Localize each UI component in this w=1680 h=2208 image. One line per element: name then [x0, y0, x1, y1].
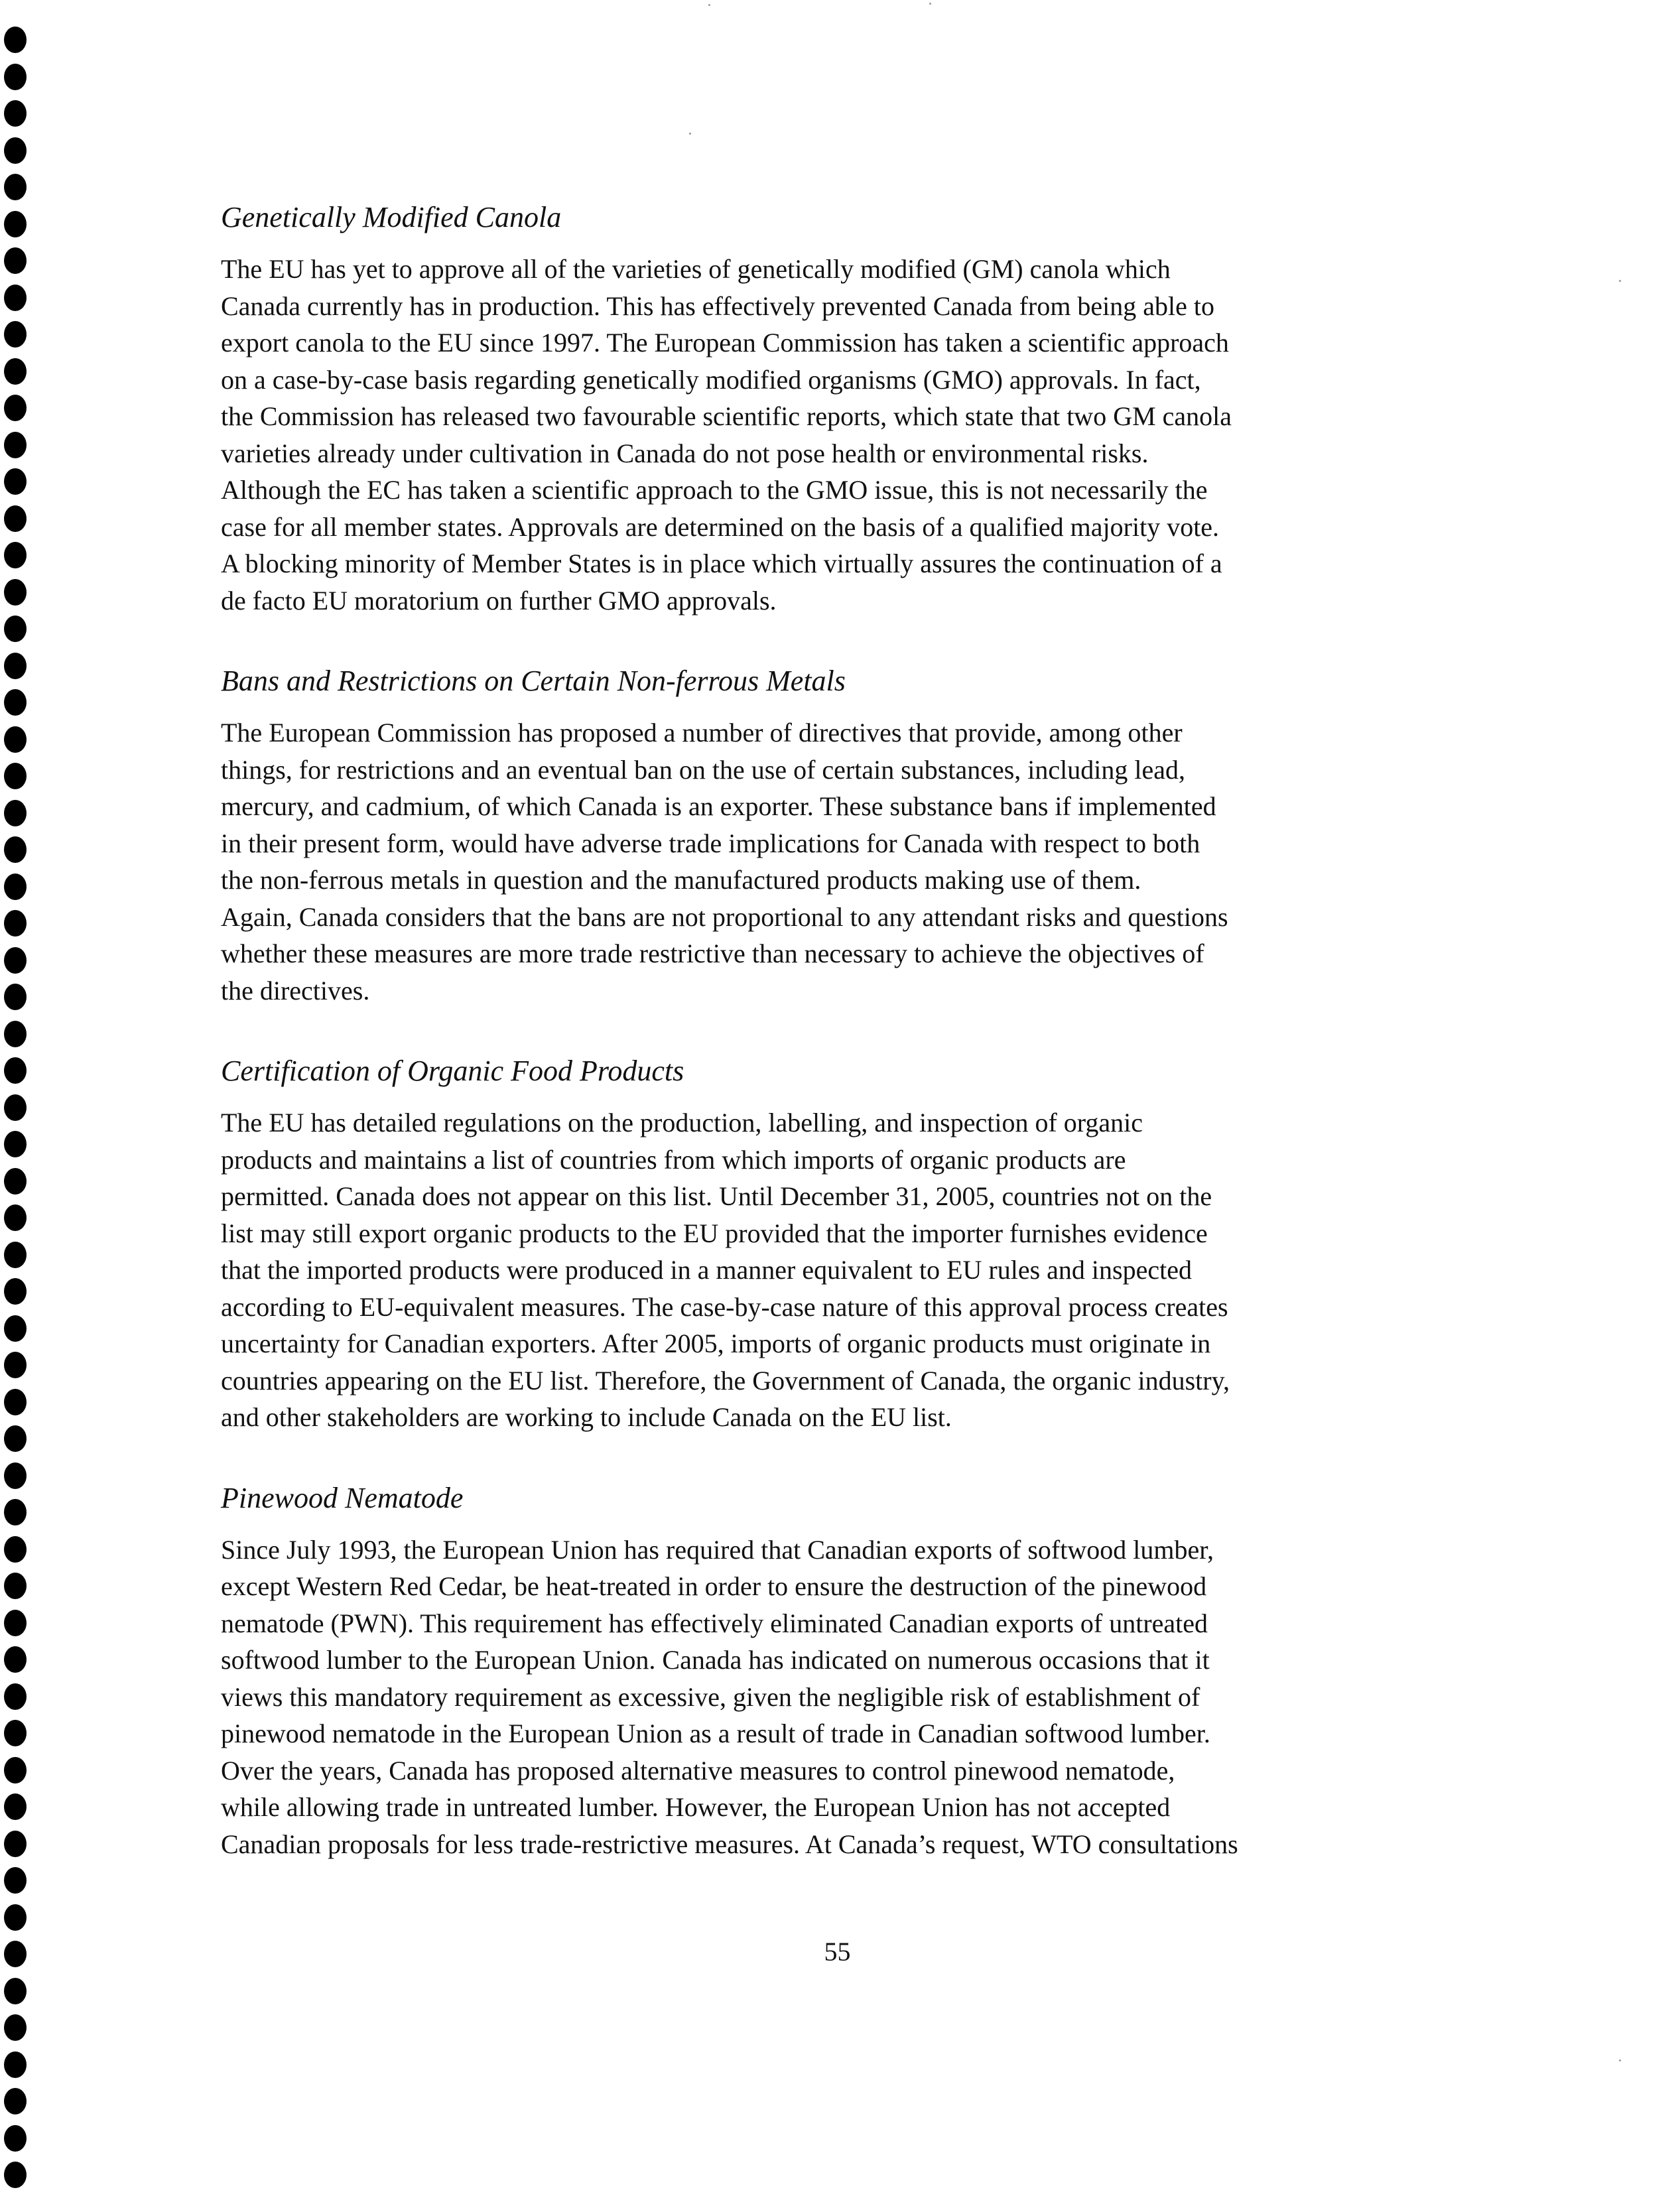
- binding-hole: [4, 2088, 27, 2114]
- section-organic-food-products: [221, 1053, 1481, 1436]
- binding-hole: [4, 1610, 27, 1636]
- section-non-ferrous-metals: [221, 663, 1481, 1009]
- scan-speck: [708, 4, 710, 6]
- scan-speck: [689, 133, 691, 135]
- binding-hole: [4, 358, 27, 385]
- binding-hole: [4, 1573, 27, 1599]
- scan-speck: [1619, 280, 1621, 282]
- binding-hole: [4, 1831, 27, 1857]
- page-number: 55: [824, 1937, 851, 1967]
- binding-hole: [4, 1499, 27, 1526]
- section-paragraph: The EU has yet to approve all of the varieties of genetically modified (GM) canola which Canada currently has in production. This has effectively prevented Canada from being able to export canola to the EU since 1997. The European Commission has taken a scientific approach on a case-by-case basis regarding genetically modified organisms (GMO) approvals. In fact, the Commission has released two favourable scientific reports, which state that two GM canola varieties already under cultivation in Canada do not pose health or environmental risks. Although the EC has taken a scientific approach to the GMO issue, this is not necessarily the case for all member states. Approvals are determined on the basis of a qualified majority vote. A blocking minority of Member States is in place which virtually assures the continuation of a de facto EU moratorium on further GMO approvals.: [221, 254, 1232, 616]
- binding-hole: [4, 1021, 27, 1047]
- binding-hole: [4, 174, 27, 200]
- binding-hole: [4, 616, 27, 642]
- binding-hole: [4, 1242, 27, 1268]
- binding-hole: [4, 1867, 27, 1894]
- binding-hole: [4, 1278, 27, 1305]
- binding-hole: [4, 689, 27, 716]
- binding-hole: [4, 321, 27, 348]
- binding-hole: [4, 27, 27, 53]
- section-heading: Certification of Organic Food Products: [221, 1055, 684, 1087]
- binding-hole: [4, 211, 27, 237]
- binding-hole: [4, 947, 27, 974]
- binding-hole: [4, 836, 27, 863]
- binding-hole: [4, 1646, 27, 1673]
- scan-speck: [1619, 2059, 1621, 2061]
- section-paragraph: The EU has detailed regulations on the production, labelling, and inspection of organic products and maintains a list of countries from which imports of organic products are permitted. Canada does not appear on this list. Until December 31, 2005, countries not on the list may still export organic products to the EU provided that the importer furnishes evidence that the imported products were produced in a manner equivalent to EU rules and inspected according to EU-equivalent measures. The case-by-case nature of this approval process creates uncertainty for Canadian exporters. After 2005, imports of organic products must originate in countries appearing on the EU list. Therefore, the Government of Canada, the organic industry, and other stakeholders are working to include Canada on the EU list.: [221, 1108, 1230, 1432]
- binding-hole: [4, 579, 27, 606]
- section-paragraph: The European Commission has proposed a number of directives that provide, among other things, for restrictions and an eventual ban on the use of certain substances, including lead, mercury, and cadmium, of which Canada is an exporter. These substance bans if implemented in their present form, would have adverse trade implications for Canada with respect to both the non-ferrous metals in question and the manufactured products making use of them. Again, Canada considers that the bans are not proportional to any attendant risks and questions whether these measures are more trade restrictive than necessary to achieve the objectives of the directives.: [221, 718, 1228, 1006]
- binding-hole: [4, 653, 27, 679]
- section-heading: Bans and Restrictions on Certain Non-ferrous Metals: [221, 665, 846, 697]
- binding-hole: [4, 1683, 27, 1710]
- binding-hole: [4, 1352, 27, 1378]
- binding-hole: [4, 874, 27, 900]
- binding-hole: [4, 1425, 27, 1452]
- binding-hole: [4, 2014, 27, 2041]
- binding-hole: [4, 1904, 27, 1931]
- binding-hole: [4, 1057, 27, 1084]
- section-genetically-modified-canola: [221, 199, 1481, 619]
- binding-hole: [4, 285, 27, 311]
- binding-hole: [4, 1720, 27, 1746]
- binding-hole: [4, 1757, 27, 1784]
- binding-hole: [4, 800, 27, 826]
- binding-hole: [4, 1389, 27, 1415]
- binding-hole: [4, 2051, 27, 2078]
- binding-hole: [4, 1978, 27, 2004]
- binding-hole: [4, 1793, 27, 1820]
- section-paragraph: Since July 1993, the European Union has required that Canadian exports of softwood lumber, except Western Red Cedar, be heat-treated in order to ensure the destruction of the pinewood nematode (PWN). This requirement has effectively eliminated Canadian exports of untreated softwood lumber to the European Union. Canada has indicated on numerous occasions that it views this mandatory requirement as excessive, given the negligible risk of establishment of pinewood nematode in the European Union as a result of trade in Canadian softwood lumber. Over the years, Canada has proposed alternative measures to control pinewood nematode, while allowing trade in untreated lumber. However, the European Union has not accepted Canadian proposals for less trade-restrictive measures. At Canada’s request, WTO consultations: [221, 1534, 1238, 1859]
- binding-hole: [4, 1204, 27, 1231]
- binding-hole: [4, 395, 27, 421]
- binding-hole: [4, 247, 27, 274]
- binding-hole: [4, 468, 27, 495]
- section-heading: Pinewood Nematode: [221, 1481, 464, 1514]
- binding-hole: [4, 910, 27, 937]
- binding-hole: [4, 505, 27, 532]
- binding-hole: [4, 2125, 27, 2152]
- document-body: [221, 199, 1481, 1906]
- binding-hole: [4, 984, 27, 1010]
- binding-hole: [4, 1462, 27, 1489]
- binding-hole: [4, 137, 27, 164]
- binding-hole: [4, 726, 27, 753]
- binding-hole: [4, 432, 27, 458]
- binding-hole: [4, 2162, 27, 2188]
- binding-hole: [4, 1168, 27, 1195]
- section-pinewood-nematode: [221, 1480, 1481, 1863]
- binding-hole: [4, 100, 27, 127]
- binding-hole: [4, 542, 27, 568]
- binding-hole: [4, 1315, 27, 1342]
- binding-hole: [4, 1131, 27, 1157]
- binding-holes: [0, 27, 40, 2208]
- binding-hole: [4, 1094, 27, 1121]
- scan-speck: [929, 3, 931, 5]
- binding-hole: [4, 763, 27, 789]
- binding-hole: [4, 1536, 27, 1563]
- section-heading: Genetically Modified Canola: [221, 201, 562, 233]
- binding-hole: [4, 64, 27, 90]
